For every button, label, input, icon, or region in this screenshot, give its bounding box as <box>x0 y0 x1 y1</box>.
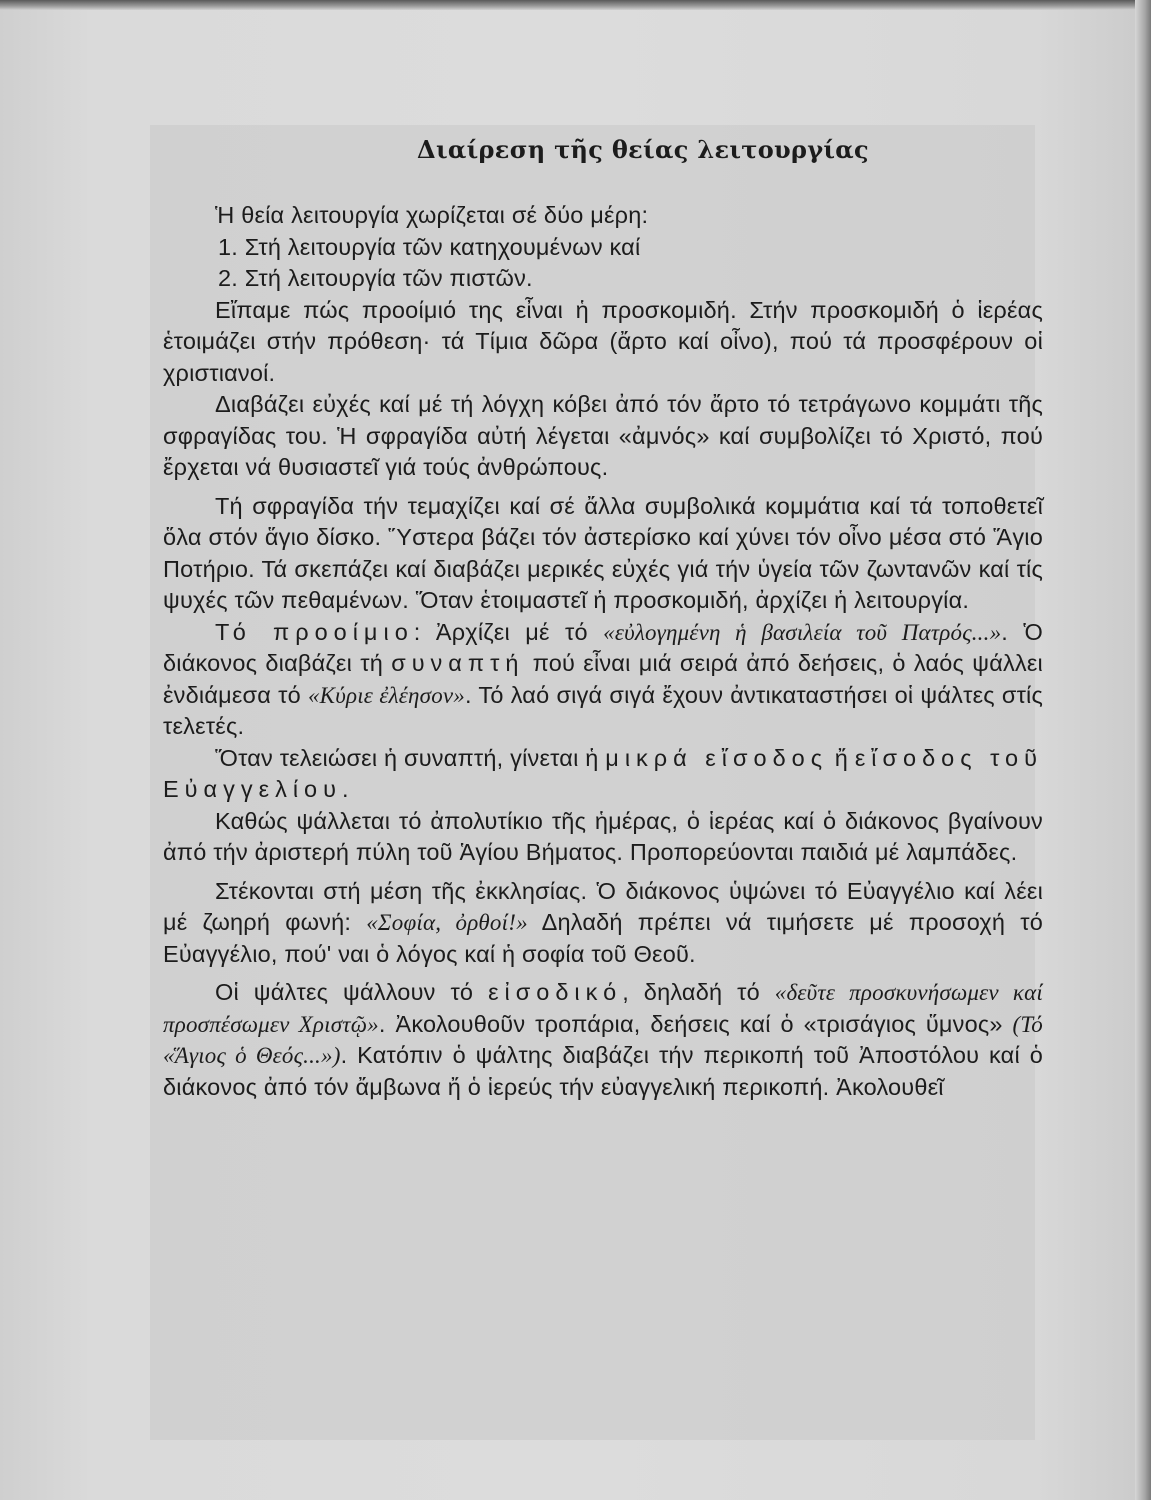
paragraph-prooimio <box>163 617 1043 743</box>
text-run: . Ὁ διάκονος διαβάζει τή <box>163 618 1043 676</box>
intro-line: Ἡ θεία λειτουργία χωρίζεται σέ δύο μέρη: <box>215 202 649 228</box>
spaced-term: μικρά εἴσοδος <box>605 744 829 771</box>
italic-quote: «Σοφία, ὀρθοί!» <box>366 910 528 935</box>
paragraph-seal: Τή σφραγίδα τήν τεμαχίζει καί σέ ἄλλα συμβολικά κομμάτια καί τά τοποθετεῖ ὅλα στόν ἅγιο δίσκο. Ὕστερα βάζει τόν ἀστερίσκο καί χύνει τόν οἶνο μέσα στό Ἅγιο Ποτήριο. Τά σκεπάζει καί διαβάζει μερικές εὐχές γιά τήν ὑγεία τῶν ζωντανῶν καί τίς ψυχές τῶν πεθαμένων. Ὅταν ἑτοιμαστεῖ ἡ προσκομιδή, ἀρχίζει ἡ λειτουργία. <box>163 492 1043 613</box>
page-right-edge <box>1135 0 1151 1500</box>
spaced-term: Τό προοίμιο <box>215 618 414 645</box>
paragraph-amnos: Διαβάζει εὐχές καί μέ τή λόγχη κόβει ἀπό τόν ἄρτο τό τετράγωνο κομμάτι τῆς σφραγίδας του. Ἡ σφραγίδα αὐτή λέγεται «ἀμνός» καί συμβολίζει τό Χριστό, πού ἔρχεται νά θυσιαστεῖ γιά τούς ἀνθρώπους. <box>163 391 1043 480</box>
text-run: : Ἀρχίζει μέ τό <box>413 618 604 645</box>
text-run: . <box>341 776 349 802</box>
text-run: ἤ <box>828 744 855 771</box>
page-title: Διαίρεση τῆς θείας λειτουργίας <box>417 135 869 164</box>
paragraph-prothesis: Εἴπαμε πώς προοίμιό της εἶναι ἡ προσκομιδή. Στήν προσκομιδή ὁ ἱερέας ἑτοιμάζει στήν πρόθεση· τά Τίμια δῶρα (ἄρτο καί οἶνο), πού τά προσφέρουν οἱ χριστιανοί. <box>163 296 1043 386</box>
italic-quote: (Τό «Ἅγιος ὁ Θεός...») <box>163 1011 1044 1068</box>
spaced-term: εἰσοδικό <box>488 979 623 1005</box>
text-run: Στέκονται στή μέση τῆς ἐκκλησίας. Ὁ διάκονος ὑψώνει τό Εὐαγγέλιο καί λέει μέ ζωηρή φωνή: <box>163 877 1043 935</box>
italic-quote: «Κύριε ἐλέησον» <box>307 682 465 708</box>
paragraph-apolytikio: Καθώς ψάλλεται τό ἀπολυτίκιο τῆς ἡμέρας, ὁ ἱερέας καί ὁ διάκονος βγαίνουν ἀπό τήν ἀριστερή πύλη τοῦ Ἁγίου Βήματος. Προπορεύονται παιδιά μέ λαμπάδες. <box>163 807 1043 865</box>
page-content <box>163 134 1043 1103</box>
paragraph-sofia <box>163 876 1043 971</box>
spaced-term: εἴσοδος τοῦ Εὐαγγελίου <box>163 744 1043 802</box>
spaced-term: συναπτή <box>391 650 525 676</box>
text-run: . Κατόπιν ὁ ψάλτης διαβάζει τήν περικοπή τοῦ Ἀποστόλου καί ὁ διάκονος ἀπό τόν ἄμβωνα ἤ ὁ ἱερεύς τήν εὐαγγελική περικοπή. Ἀκολουθεῖ <box>163 1042 1043 1100</box>
text-run: , δηλαδή τό <box>622 979 775 1005</box>
text-run: Ὅταν τελειώσει ἡ συναπτή, γίνεται ἡ <box>215 744 606 771</box>
italic-quote: «δεῦτε προσκυνήσωμεν καί προσπέσωμεν Χριστῷ» <box>163 980 1043 1037</box>
list-item: 1. Στή λειτουργία τῶν κατηχουμένων καί <box>218 233 641 260</box>
text-run: πού εἶναι μιά σειρά ἀπό δεήσεις, ὁ λαός ψάλλει ἐνδιάμεσα τό <box>163 650 1043 708</box>
text-run: . Ἀκολουθοῦν τροπάρια, δεήσεις καί ὁ «τρισάγιος ὕμνος» <box>378 1010 1013 1037</box>
text-run: Δηλαδή πρέπει νά τιμήσετε μέ προσοχή τό Εὐαγγέλιο, πού' ναι ὁ λόγος καί ἡ σοφία τοῦ Θεοῦ. <box>163 909 1043 967</box>
page-top-edge <box>0 0 1151 10</box>
text-run: Οἱ ψάλτες ψάλλουν τό <box>215 979 489 1005</box>
body-text <box>163 200 1043 1103</box>
paragraph-eisodiko <box>163 977 1043 1103</box>
list-item: 2. Στή λειτουργία τῶν πιστῶν. <box>218 265 533 291</box>
paragraph-entrance <box>163 743 1043 806</box>
text-run: . Τό λαό σιγά σιγά ἔχουν ἀντικαταστήσει οἱ ψάλτες στίς τελετές. <box>163 681 1043 739</box>
italic-quote: «εὐλογημένη ἡ βασιλεία τοῦ Πατρός...» <box>603 619 1002 645</box>
